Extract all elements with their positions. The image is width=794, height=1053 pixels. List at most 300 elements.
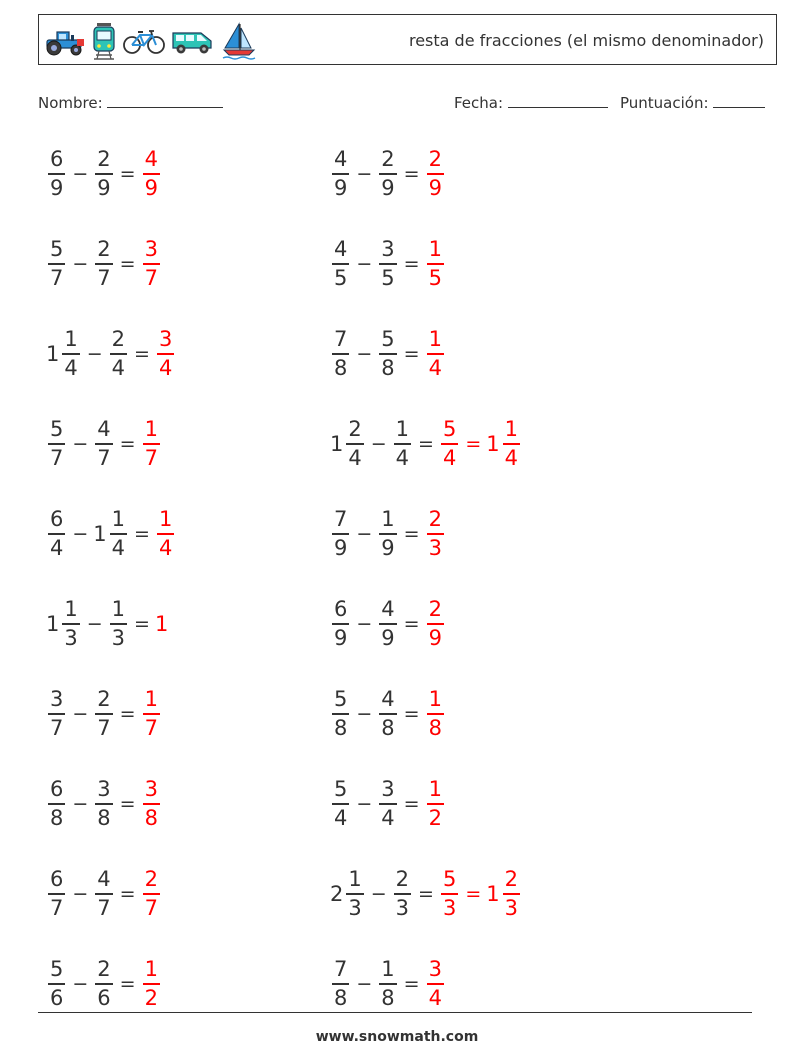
denominator: 8: [428, 715, 442, 740]
fraction-bar: [332, 533, 349, 535]
minus-sign: −: [72, 253, 89, 275]
header-icons: [43, 21, 257, 61]
fraction: [425, 329, 446, 379]
denominator: 4: [348, 445, 362, 470]
problem-item: [46, 501, 176, 567]
fraction: [93, 959, 114, 1009]
fraction-bar: [427, 713, 444, 715]
fraction-stack: [427, 959, 444, 1009]
denominator: 3: [395, 895, 410, 920]
answer: [425, 779, 446, 829]
fraction-bar: [332, 803, 349, 805]
answer: [141, 779, 162, 829]
whole-part: 1: [46, 612, 60, 636]
equals-sign: =: [119, 973, 136, 995]
numerator: 6: [50, 147, 64, 172]
minus-sign: −: [72, 703, 89, 725]
denominator: 7: [144, 895, 158, 920]
fraction-bar: [441, 443, 458, 445]
numerator: 2: [111, 327, 126, 352]
numerator: 1: [395, 417, 410, 442]
numerator: 6: [334, 597, 348, 622]
denominator: 9: [50, 175, 64, 200]
fraction-bar: [379, 353, 396, 355]
denominator: 4: [158, 355, 173, 380]
fraction-bar: [95, 713, 112, 715]
numerator: 1: [144, 687, 158, 712]
numerator: 4: [334, 237, 348, 262]
fraction-stack: [143, 779, 160, 829]
answer: [439, 869, 522, 919]
fraction-stack: [379, 509, 396, 559]
problem-item: [330, 231, 446, 297]
numerator: 5: [442, 417, 457, 442]
numerator: 1: [144, 417, 158, 442]
minus-sign: −: [72, 973, 89, 995]
minus-sign: −: [356, 163, 373, 185]
numerator: 3: [144, 237, 158, 262]
minus-sign: −: [356, 343, 373, 365]
fraction-stack: [62, 329, 79, 379]
fraction-bar: [332, 353, 349, 355]
denominator: 4: [334, 805, 348, 830]
whole-part: 1: [486, 432, 500, 456]
answer: [425, 329, 446, 379]
fraction-stack: [95, 239, 112, 289]
fraction-bar: [143, 713, 160, 715]
name-blank[interactable]: [107, 93, 223, 108]
fraction-stack: [427, 599, 444, 649]
fraction-bar: [427, 623, 444, 625]
equals-sign: =: [119, 433, 136, 455]
numerator: 2: [428, 507, 442, 532]
equals-sign: =: [134, 523, 150, 545]
fraction-bar: [110, 353, 127, 355]
minus-sign: −: [72, 793, 89, 815]
fraction-bar: [95, 983, 112, 985]
fraction-stack: [427, 329, 444, 379]
numerator: 1: [111, 597, 126, 622]
date-blank[interactable]: [508, 93, 608, 108]
mixed-number: [330, 419, 366, 469]
mixed-number: [46, 329, 82, 379]
numerator: 2: [381, 147, 395, 172]
fraction-stack: [394, 419, 411, 469]
fraction-bar: [379, 623, 396, 625]
mixed-number: [486, 419, 522, 469]
problem-item: [46, 681, 162, 747]
fraction-bar: [332, 713, 349, 715]
denominator: 9: [428, 175, 442, 200]
fraction: [46, 959, 67, 1009]
denominator: 6: [50, 985, 64, 1010]
problem-item: [330, 771, 446, 837]
fraction-bar: [379, 533, 396, 535]
fraction-bar: [441, 893, 458, 895]
numerator: 1: [504, 417, 519, 442]
numerator: 1: [111, 507, 126, 532]
numerator: 7: [334, 327, 348, 352]
fraction-bar: [427, 353, 444, 355]
denominator: 3: [111, 625, 126, 650]
fraction: [425, 239, 446, 289]
fraction: [155, 329, 176, 379]
fraction-bar: [95, 263, 112, 265]
whole-part: 1: [93, 522, 107, 546]
answer: [141, 149, 162, 199]
denominator: 3: [504, 895, 519, 920]
fraction: [377, 959, 398, 1009]
fraction-bar: [379, 173, 396, 175]
mixed-number: [93, 509, 129, 559]
denominator: 7: [97, 445, 111, 470]
answer: [141, 869, 162, 919]
fraction-bar: [503, 893, 520, 895]
mixed-number: [486, 869, 522, 919]
numerator: 1: [428, 327, 442, 352]
denominator: 7: [50, 895, 64, 920]
fraction-bar: [394, 443, 411, 445]
fraction-stack: [95, 779, 112, 829]
fraction: [425, 689, 446, 739]
fraction-bar: [48, 713, 65, 715]
fraction-stack: [332, 779, 349, 829]
equals-sign: =: [119, 253, 136, 275]
fraction: [439, 869, 460, 919]
fraction: [46, 239, 67, 289]
fraction-stack: [48, 239, 65, 289]
denominator: 8: [381, 985, 395, 1010]
denominator: 4: [442, 445, 457, 470]
equals-sign: =: [403, 613, 420, 635]
answer: [155, 329, 176, 379]
fraction-bar: [157, 533, 174, 535]
mixed-number: [330, 869, 366, 919]
denominator: 9: [334, 625, 348, 650]
fraction-bar: [62, 623, 79, 625]
fraction-bar: [95, 893, 112, 895]
problem-item: [46, 861, 162, 927]
denominator: 7: [144, 715, 158, 740]
numerator: 2: [97, 147, 111, 172]
fraction-stack: [379, 779, 396, 829]
numerator: 3: [158, 327, 173, 352]
denominator: 9: [381, 625, 395, 650]
fraction-bar: [143, 893, 160, 895]
fraction-bar: [143, 983, 160, 985]
fraction-bar: [48, 983, 65, 985]
equals-sign: =: [403, 703, 420, 725]
answer: [425, 689, 446, 739]
equals-sign: =: [418, 883, 434, 905]
numerator: 5: [50, 237, 64, 262]
fraction-stack: [427, 239, 444, 289]
fraction: [392, 869, 413, 919]
fraction-stack: [427, 779, 444, 829]
problem-item: [46, 411, 162, 477]
fraction-bar: [48, 533, 65, 535]
numerator: 2: [395, 867, 410, 892]
equals-sign: =: [119, 883, 136, 905]
fraction-bar: [332, 173, 349, 175]
minus-sign: −: [356, 973, 373, 995]
date-label: Fecha:: [454, 94, 504, 112]
fraction-bar: [394, 893, 411, 895]
denominator: 8: [334, 985, 348, 1010]
date-field[interactable]: [454, 93, 608, 112]
denominator: 7: [97, 715, 111, 740]
numerator: 3: [50, 687, 64, 712]
fraction-bar: [48, 893, 65, 895]
fraction-bar: [427, 263, 444, 265]
fraction-stack: [346, 419, 363, 469]
numerator: 1: [428, 237, 442, 262]
numerator: 2: [428, 597, 442, 622]
numerator: 6: [50, 867, 64, 892]
fraction: [425, 509, 446, 559]
minus-sign: −: [86, 613, 103, 635]
denominator: 3: [348, 895, 362, 920]
denominator: 8: [334, 715, 348, 740]
equals-sign: =: [465, 883, 482, 905]
fraction-stack: [427, 689, 444, 739]
fraction-stack: [48, 869, 65, 919]
numerator: 2: [504, 867, 519, 892]
fraction-bar: [346, 443, 363, 445]
fraction: [93, 779, 114, 829]
answer: [425, 959, 446, 1009]
fraction-stack: [143, 419, 160, 469]
fraction: [330, 689, 351, 739]
fraction: [330, 959, 351, 1009]
fraction-bar: [143, 443, 160, 445]
fraction-bar: [95, 173, 112, 175]
score-label: Puntuación:: [620, 94, 709, 112]
numerator: 1: [428, 687, 442, 712]
numerator: 5: [50, 417, 64, 442]
fraction: [141, 869, 162, 919]
problem-item: [46, 591, 169, 657]
fraction-stack: [48, 959, 65, 1009]
numerator: 1: [144, 957, 158, 982]
fraction: [377, 689, 398, 739]
fraction-bar: [95, 803, 112, 805]
numerator: 1: [158, 507, 173, 532]
fraction: [330, 509, 351, 559]
fraction-stack: [346, 869, 363, 919]
numerator: 6: [50, 507, 64, 532]
fraction-bar: [503, 443, 520, 445]
fraction-stack: [143, 149, 160, 199]
fraction-stack: [48, 689, 65, 739]
fraction-stack: [157, 329, 174, 379]
denominator: 9: [334, 535, 348, 560]
fraction-stack: [379, 149, 396, 199]
fraction-stack: [441, 869, 458, 919]
fraction-stack: [379, 329, 396, 379]
denominator: 9: [381, 535, 395, 560]
fraction: [330, 329, 351, 379]
numerator: 3: [381, 777, 395, 802]
numerator: 5: [442, 867, 457, 892]
numerator: 3: [144, 777, 158, 802]
fraction: [93, 149, 114, 199]
fraction-bar: [143, 263, 160, 265]
fraction: [108, 599, 129, 649]
fraction-stack: [110, 599, 127, 649]
fraction-stack: [332, 149, 349, 199]
fraction: [46, 689, 67, 739]
fraction-stack: [332, 239, 349, 289]
name-field[interactable]: [38, 93, 223, 112]
equals-sign: =: [119, 703, 136, 725]
equals-sign: =: [403, 253, 420, 275]
denominator: 3: [64, 625, 78, 650]
problem-item: [46, 951, 162, 1017]
fraction-stack: [394, 869, 411, 919]
minus-sign: −: [356, 253, 373, 275]
fraction: [425, 149, 446, 199]
answer: [141, 689, 162, 739]
fraction: [377, 599, 398, 649]
numerator: 1: [64, 597, 78, 622]
equals-sign: =: [403, 523, 420, 545]
minus-sign: −: [72, 883, 89, 905]
fraction-bar: [48, 173, 65, 175]
denominator: 4: [111, 535, 126, 560]
score-blank[interactable]: [713, 93, 765, 108]
fraction-bar: [427, 533, 444, 535]
fraction-stack: [48, 419, 65, 469]
fraction-bar: [48, 443, 65, 445]
equals-sign: =: [403, 343, 420, 365]
fraction: [330, 149, 351, 199]
fraction: [377, 149, 398, 199]
equals-sign: =: [403, 163, 420, 185]
fraction-bar: [427, 983, 444, 985]
fraction-bar: [48, 803, 65, 805]
problem-item: [330, 591, 446, 657]
denominator: 8: [381, 715, 395, 740]
problem-item: [46, 231, 162, 297]
fraction: [377, 509, 398, 559]
fraction-bar: [62, 353, 79, 355]
whole-number: [155, 612, 169, 636]
numerator: 2: [97, 687, 111, 712]
whole-part: 1: [486, 882, 500, 906]
numerator: 4: [381, 597, 395, 622]
fraction-stack: [95, 419, 112, 469]
denominator: 3: [428, 535, 442, 560]
fraction-bar: [143, 803, 160, 805]
denominator: 6: [97, 985, 111, 1010]
denominator: 7: [50, 445, 64, 470]
numerator: 2: [97, 237, 111, 262]
fraction: [93, 239, 114, 289]
denominator: 9: [334, 175, 348, 200]
fraction: [141, 419, 162, 469]
numerator: 5: [50, 957, 64, 982]
denominator: 4: [504, 445, 519, 470]
answer: [439, 419, 522, 469]
denominator: 4: [50, 535, 64, 560]
problem-item: [330, 501, 446, 567]
denominator: 9: [381, 175, 395, 200]
minus-sign: −: [370, 433, 387, 455]
fraction: [93, 419, 114, 469]
numerator: 1: [348, 867, 362, 892]
score-field[interactable]: [620, 93, 765, 112]
denominator: 7: [144, 445, 158, 470]
fraction-stack: [62, 599, 79, 649]
fraction: [377, 329, 398, 379]
numerator: 4: [97, 867, 111, 892]
fraction: [330, 779, 351, 829]
denominator: 8: [144, 805, 158, 830]
denominator: 8: [97, 805, 111, 830]
fraction-stack: [503, 869, 520, 919]
denominator: 4: [428, 355, 442, 380]
whole-part: 2: [330, 882, 344, 906]
denominator: 3: [442, 895, 457, 920]
fraction-bar: [379, 263, 396, 265]
fraction-stack: [143, 689, 160, 739]
fraction-stack: [48, 149, 65, 199]
fraction-bar: [110, 533, 127, 535]
fraction: [93, 869, 114, 919]
fraction-stack: [503, 419, 520, 469]
fraction-stack: [95, 959, 112, 1009]
fraction: [425, 959, 446, 1009]
bicycle-icon: [123, 27, 165, 55]
fraction: [46, 779, 67, 829]
numerator: 4: [381, 687, 395, 712]
fraction-stack: [110, 329, 127, 379]
fraction-bar: [48, 263, 65, 265]
denominator: 8: [50, 805, 64, 830]
fraction-stack: [332, 599, 349, 649]
fraction-stack: [332, 509, 349, 559]
fraction: [108, 329, 129, 379]
answer: [155, 612, 169, 636]
fraction: [141, 779, 162, 829]
numerator: 1: [381, 507, 395, 532]
denominator: 7: [144, 265, 158, 290]
answer: [155, 509, 176, 559]
minus-sign: −: [356, 613, 373, 635]
fraction-stack: [48, 779, 65, 829]
numerator: 2: [144, 867, 158, 892]
minus-sign: −: [356, 793, 373, 815]
denominator: 7: [97, 265, 111, 290]
fraction-stack: [143, 959, 160, 1009]
equals-sign: =: [465, 433, 482, 455]
fraction: [155, 509, 176, 559]
problem-item: [330, 321, 446, 387]
fraction-bar: [379, 803, 396, 805]
fraction-stack: [143, 239, 160, 289]
fraction: [141, 149, 162, 199]
tractor-icon: [43, 26, 85, 56]
denominator: 9: [428, 625, 442, 650]
fraction-stack: [110, 509, 127, 559]
footer-rule: [38, 1012, 752, 1013]
answer: [141, 419, 162, 469]
worksheet-title: resta de fracciones (el mismo denominador): [408, 31, 764, 50]
minus-sign: −: [86, 343, 103, 365]
minus-sign: −: [72, 523, 89, 545]
denominator: 5: [334, 265, 348, 290]
